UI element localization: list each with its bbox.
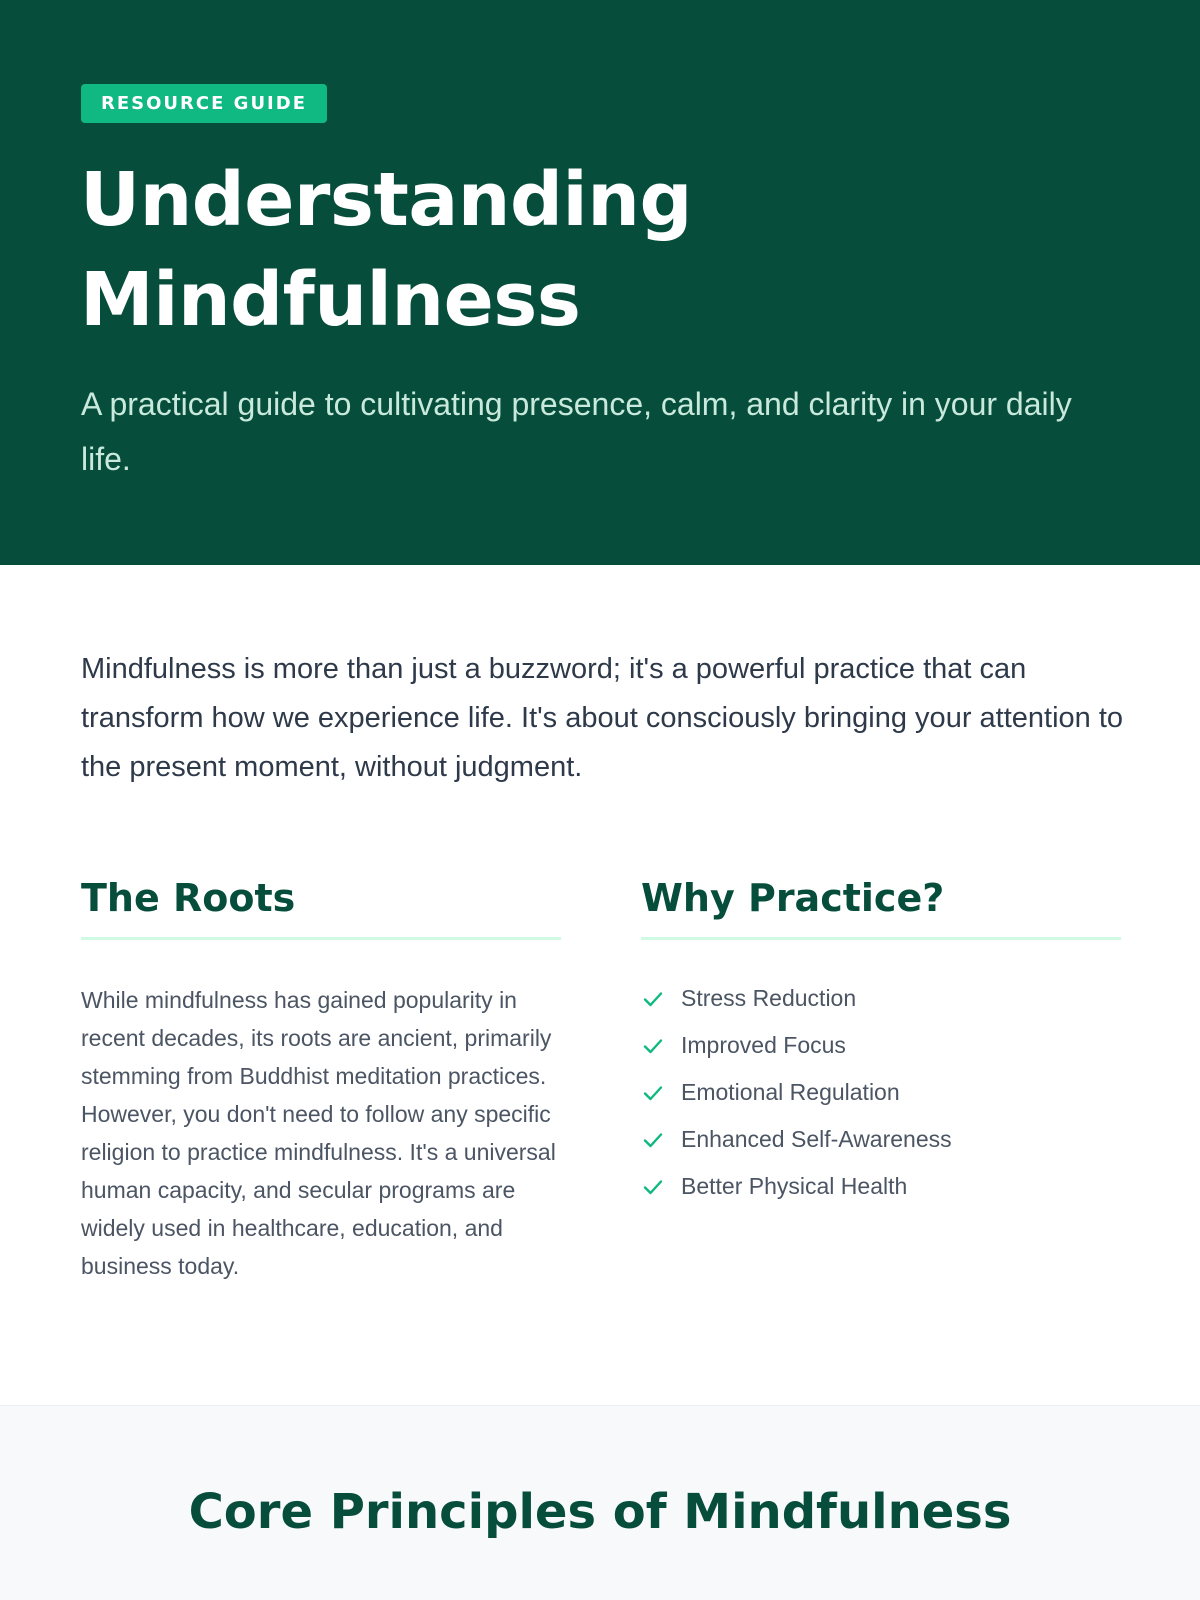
check-icon <box>641 1128 665 1152</box>
page-title-line-2: Mindfulness <box>80 257 581 343</box>
check-icon <box>641 1081 665 1105</box>
list-item <box>641 975 952 1022</box>
why-practice-heading: Why Practice? <box>641 876 945 920</box>
resource-guide-badge: RESOURCE GUIDE <box>81 84 327 123</box>
hero-section <box>0 0 1200 565</box>
roots-heading: The Roots <box>81 876 296 920</box>
list-item <box>641 1069 952 1116</box>
benefit-label: Improved Focus <box>681 1032 846 1058</box>
page-title-line-1: Understanding <box>80 157 692 243</box>
list-item <box>641 1163 952 1210</box>
why-practice-divider <box>641 937 1121 940</box>
roots-divider <box>81 937 561 940</box>
check-icon <box>641 1175 665 1199</box>
intro-paragraph: Mindfulness is more than just a buzzword; it's a powerful practice that can transform how we experience life. It's about consciously bringing your attention to the present moment, without judgment. <box>81 653 1124 783</box>
roots-paragraph: While mindfulness has gained popularity in recent decades, its roots are ancient, primarily stemming from Buddhist meditation practices. However, you don't need to follow any specific religion to practice mindfulness. It's a universal human capacity, and secular programs are widely used in healthcare, education, and business today. <box>81 987 556 1279</box>
check-icon <box>641 1034 665 1058</box>
check-icon <box>641 987 665 1011</box>
benefit-label: Enhanced Self-Awareness <box>681 1126 952 1152</box>
principles-heading: Core Principles of Mindfulness <box>188 1484 1012 1540</box>
benefit-label: Better Physical Health <box>681 1173 908 1199</box>
page-subtitle: A practical guide to cultivating presence, calm, and clarity in your daily life. <box>81 386 1072 477</box>
list-item <box>641 1022 952 1069</box>
benefit-label: Emotional Regulation <box>681 1079 900 1105</box>
benefits-list <box>641 975 952 1210</box>
page-title <box>80 150 1080 350</box>
benefit-label: Stress Reduction <box>681 985 857 1011</box>
list-item <box>641 1116 952 1163</box>
